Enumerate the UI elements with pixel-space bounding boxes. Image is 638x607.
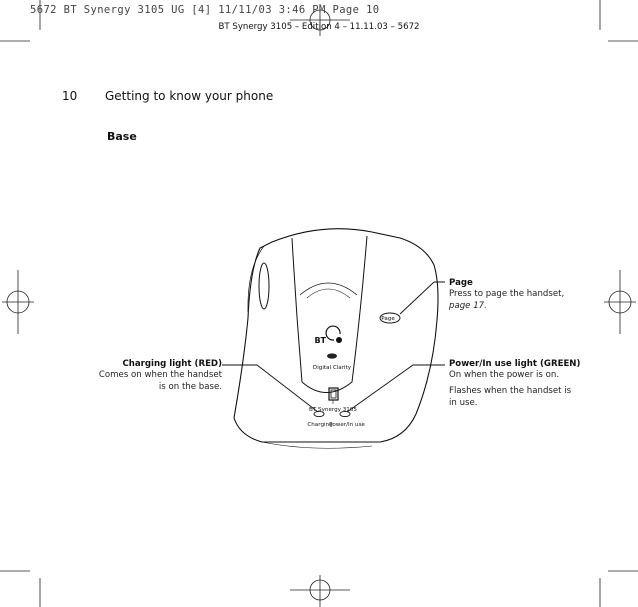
registration-target-left <box>2 270 34 334</box>
callout-power-line3: in use. <box>449 398 478 408</box>
callout-charging-title: Charging light (RED) <box>122 359 222 369</box>
page-number: 10 <box>62 89 78 103</box>
callout-power-title: Power/In use light (GREEN) <box>449 359 581 369</box>
callout-page-line2: page 17. <box>449 301 487 311</box>
callout-charging <box>80 359 222 393</box>
bt-logo <box>326 326 342 343</box>
registration-target-right <box>604 270 636 334</box>
print-header: 5672 BT Synergy 3105 UG [4] 11/11/03 3:46 PM Page 10 <box>30 4 380 16</box>
clarity-badge <box>327 353 337 358</box>
subheading: Base <box>107 130 137 143</box>
registration-target-bottom <box>290 575 350 607</box>
callout-charging-line1: Comes on when the handset <box>98 370 222 380</box>
edition-line: BT Synergy 3105 – Edition 4 – 11.11.03 – 5672 <box>218 22 420 32</box>
section-title: Getting to know your phone <box>105 89 274 103</box>
callout-page-title: Page <box>449 278 473 288</box>
leader-lines <box>222 282 445 412</box>
brand-text: Digital Clarity <box>312 365 352 371</box>
callout-power <box>449 359 599 409</box>
charging-led-label: Charging <box>307 422 333 428</box>
model-label: BT Synergy 3105 <box>309 407 357 413</box>
callout-page-line1: Press to page the handset, <box>449 289 565 299</box>
callout-charging-line2: is on the base. <box>158 382 222 392</box>
base-unit-illustration <box>234 229 438 449</box>
power-led-label: Power/In use <box>329 422 365 428</box>
callout-power-line2: Flashes when the handset is <box>449 386 572 396</box>
callout-power-line1: On when the power is on. <box>449 370 560 380</box>
callout-page <box>449 278 599 312</box>
page-button-label: Page <box>381 316 395 322</box>
bt-logo-text: BT <box>314 336 326 345</box>
